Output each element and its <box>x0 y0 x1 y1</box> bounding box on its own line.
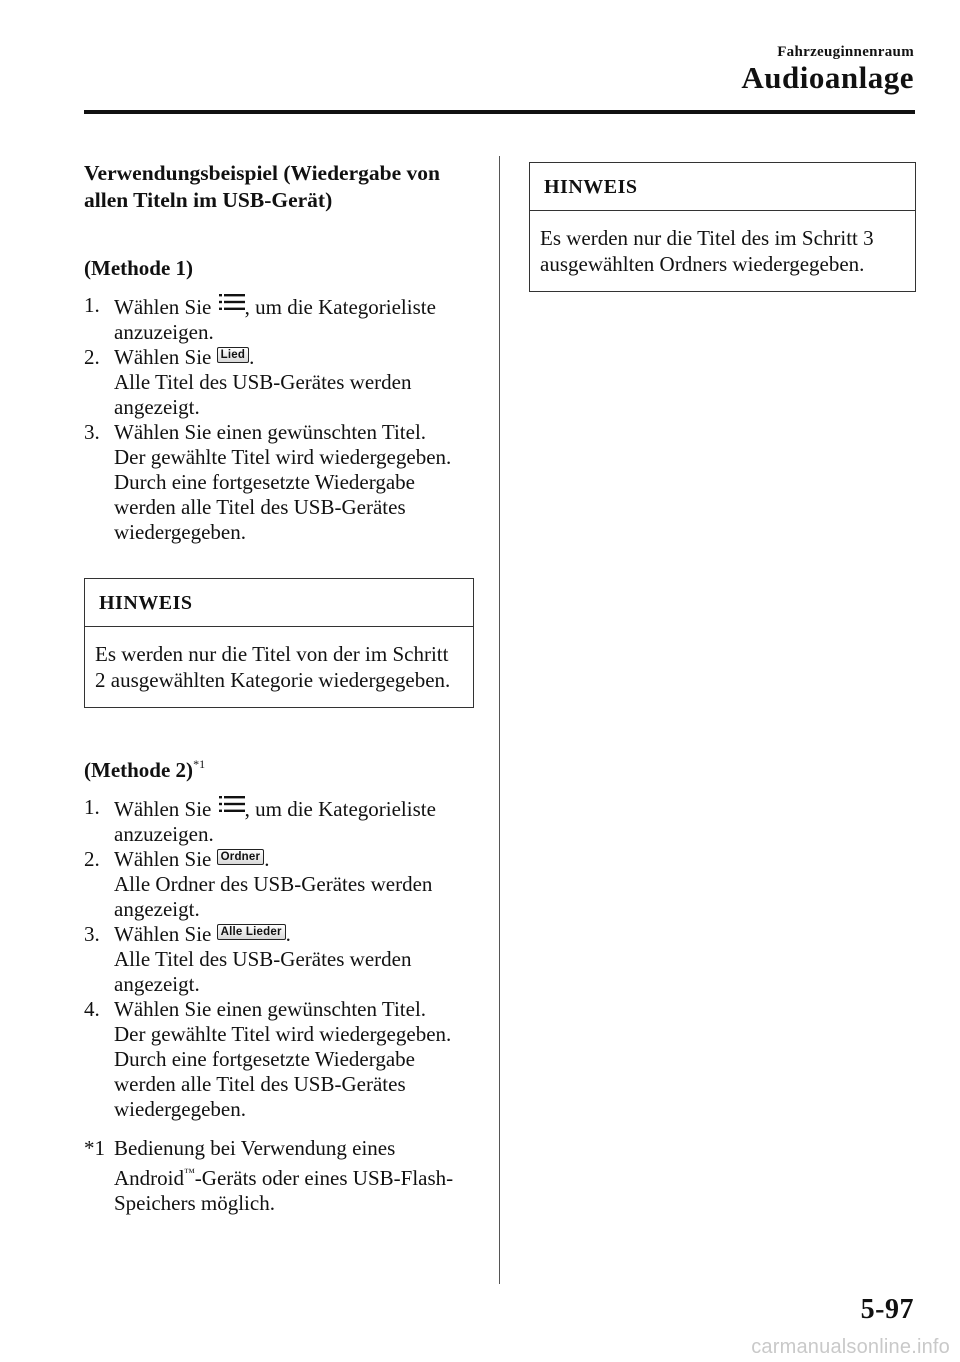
step-text-tail: . <box>285 922 291 946</box>
method-2-title <box>84 752 474 783</box>
list-icon <box>219 293 245 311</box>
section-subtitle: Fahrzeuginnenraum <box>777 44 914 60</box>
section-title: Audioanlage <box>741 60 914 95</box>
step-continuation: Alle Ordner des USB-Gerätes werden angezeigt. <box>114 872 433 921</box>
alle-lieder-button-label: Alle Lieder <box>217 924 286 940</box>
step-text: Wählen Sie einen gewünschten Titel. <box>114 997 427 1021</box>
method-2-step-2 <box>84 847 474 922</box>
note-box-2 <box>529 162 916 292</box>
method-2-step-3 <box>84 922 474 997</box>
step-text: Wählen Sie <box>114 797 212 821</box>
step-continuation: Der gewählte Titel wird wiedergegeben. Durch eine fortgesetzte Wiedergabe werden alle Titel des USB-Gerätes wiedergegeben. <box>114 1022 452 1121</box>
method-2-title-text: (Methode 2) <box>84 758 194 782</box>
note-body: Es werden nur die Titel des im Schritt 3 ausgewählten Ordners wiedergegeben. <box>540 226 874 276</box>
method-1-step-3 <box>84 420 474 545</box>
step-text-tail: , um die Kategorieliste <box>244 295 436 319</box>
example-heading <box>84 160 474 214</box>
step-number: 2. <box>84 345 100 369</box>
footnote <box>84 1136 474 1216</box>
step-text: Wählen Sie <box>114 345 212 369</box>
note-heading: HINWEIS <box>530 163 915 211</box>
example-heading-line2: allen Titeln im USB-Gerät) <box>84 188 333 212</box>
footnote-text-pre: Bedienung bei Verwendung eines <box>114 1136 396 1160</box>
step-text: Wählen Sie einen gewünschten Titel. <box>114 420 427 444</box>
step-text-tail: . <box>249 345 255 369</box>
page-number: 5-97 <box>860 1294 914 1325</box>
ordner-button-label: Ordner <box>217 849 265 865</box>
step-number: 1. <box>84 293 100 317</box>
trademark-symbol: ™ <box>184 1167 195 1179</box>
step-continuation: Alle Titel des USB-Gerätes werden angezeigt. <box>114 947 412 996</box>
step-text: Wählen Sie <box>114 847 212 871</box>
method-2-steps <box>84 795 474 1122</box>
note-box-1 <box>84 578 474 708</box>
note-body: Es werden nur die Titel von der im Schritt 2 ausgewählten Kategorie wiedergegeben. <box>95 642 451 692</box>
watermark: carmanualsonline.info <box>751 1336 950 1358</box>
step-text-tail: , um die Kategorieliste <box>244 797 436 821</box>
step-number: 2. <box>84 847 100 871</box>
footnote-brand: Android <box>114 1166 184 1190</box>
footnote-number: *1 <box>84 1136 105 1160</box>
method-1-steps <box>84 293 474 545</box>
lied-button-label: Lied <box>217 347 249 363</box>
right-column <box>529 162 916 292</box>
method-2-step-4 <box>84 997 474 1122</box>
footnote-text-post: -Geräts oder eines USB-Flash-Speichers möglich. <box>114 1166 454 1215</box>
step-continuation: anzuzeigen. <box>114 320 214 344</box>
list-icon <box>219 795 245 813</box>
header-rule <box>84 110 915 114</box>
example-heading-line1: Verwendungsbeispiel (Wiedergabe von <box>84 161 440 185</box>
method-1-title: (Methode 1) <box>84 256 194 280</box>
step-number: 1. <box>84 795 100 819</box>
column-divider <box>499 156 500 1284</box>
step-number: 3. <box>84 420 100 444</box>
method-1-step-2 <box>84 345 474 420</box>
step-number: 3. <box>84 922 100 946</box>
step-text-tail: . <box>264 847 270 871</box>
step-continuation: anzuzeigen. <box>114 822 214 846</box>
method-1-step-1 <box>84 293 474 345</box>
method-2-step-1 <box>84 795 474 847</box>
step-text: Wählen Sie <box>114 922 212 946</box>
note-heading: HINWEIS <box>85 579 473 627</box>
step-number: 4. <box>84 997 100 1021</box>
left-column <box>84 160 474 1216</box>
step-continuation: Der gewählte Titel wird wiedergegeben. Durch eine fortgesetzte Wiedergabe werden alle Titel des USB-Gerätes wiedergegeben. <box>114 445 452 544</box>
footnote-ref: *1 <box>193 757 206 771</box>
step-continuation: Alle Titel des USB-Gerätes werden angezeigt. <box>114 370 412 419</box>
step-text: Wählen Sie <box>114 295 212 319</box>
